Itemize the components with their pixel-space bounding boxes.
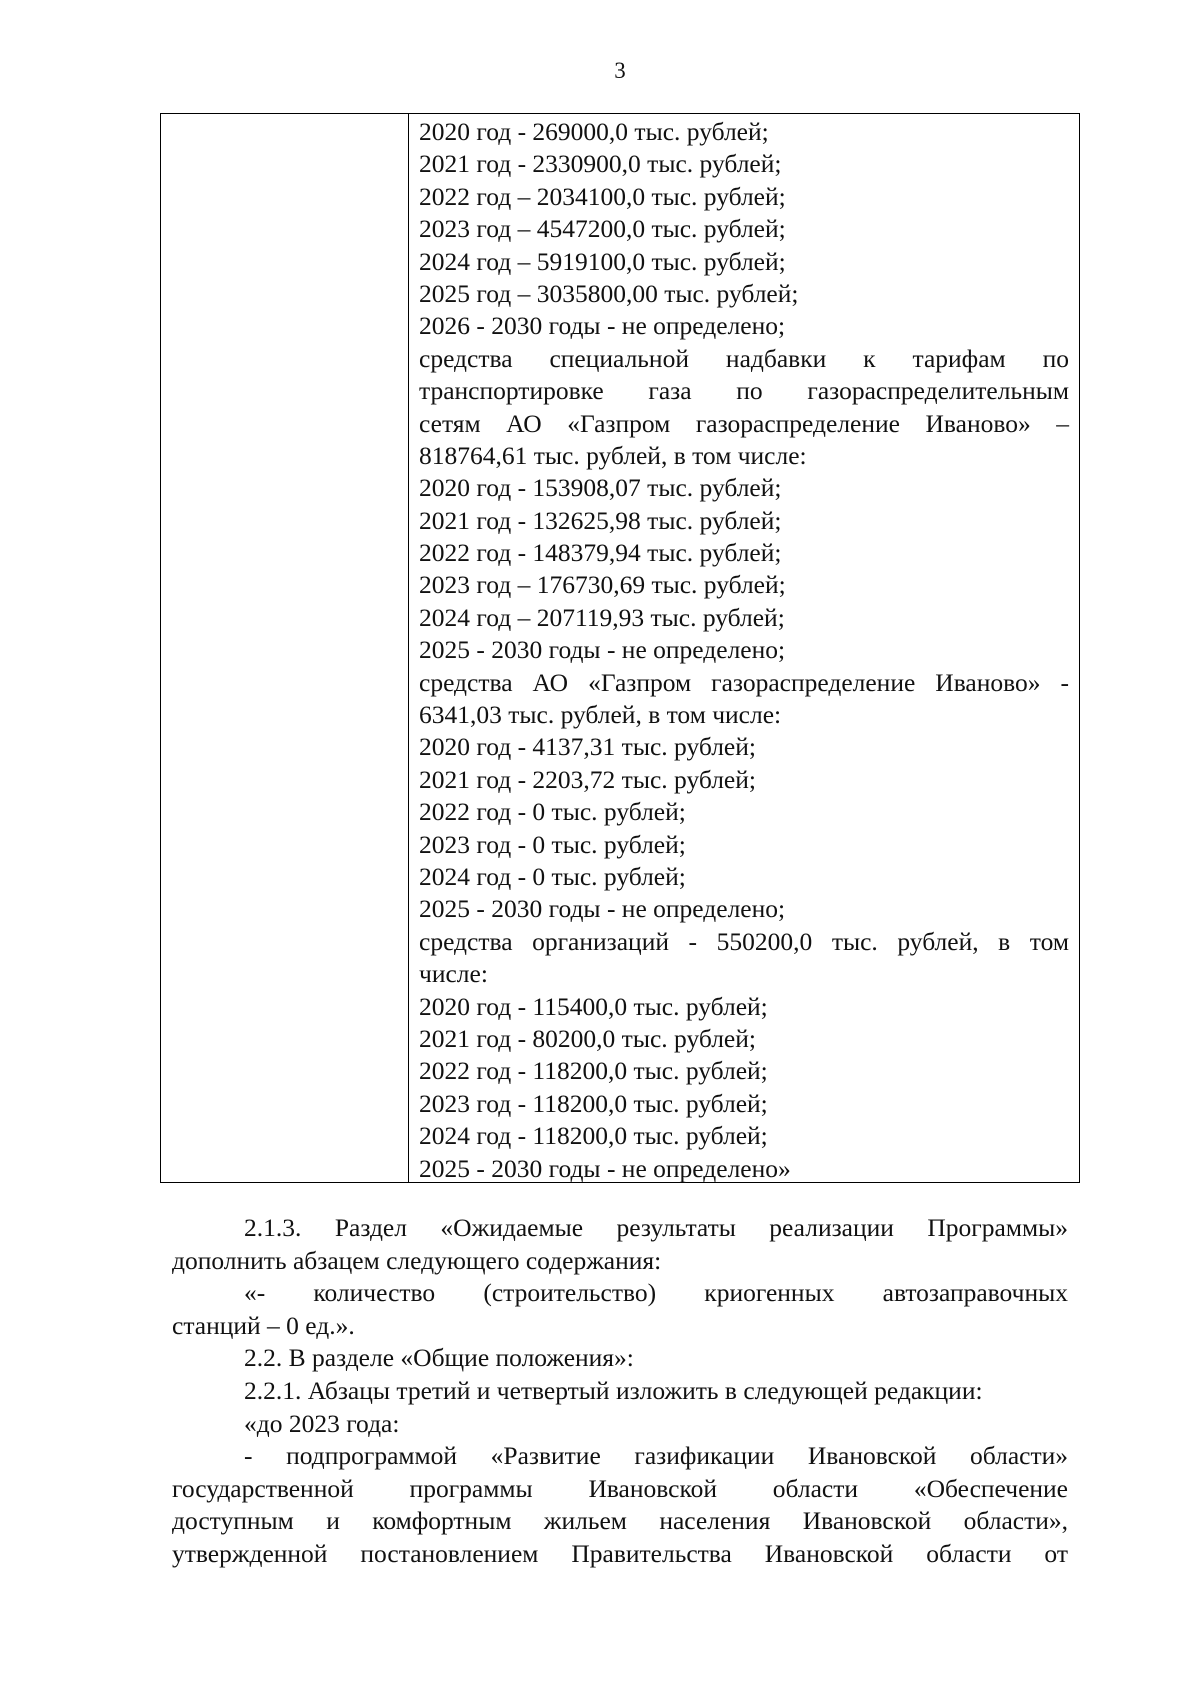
table-line: 2022 год - 0 тыс. рублей;: [419, 797, 686, 827]
table-line: 2023 год – 176730,69 тыс. рублей;: [419, 570, 786, 600]
table-line: 2022 год - 148379,94 тыс. рублей;: [419, 538, 782, 568]
table-line: 2020 год - 269000,0 тыс. рублей;: [419, 117, 769, 146]
table-line: средства организаций - 550200,0 тыс. рублей, в том: [419, 926, 1069, 956]
table-line: 2021 год - 2203,72 тыс. рублей;: [419, 764, 756, 794]
table-line: 2023 год - 118200,0 тыс. рублей;: [419, 1088, 768, 1118]
table-line: транспортировке газа по газораспределительным: [419, 376, 1069, 406]
table-line: 2021 год - 2330900,0 тыс. рублей;: [419, 149, 782, 179]
table-line: 2026 - 2030 годы - не определено;: [419, 311, 786, 341]
table-line: 2023 год – 4547200,0 тыс. рублей;: [419, 214, 786, 244]
paragraph-line: дополнить абзацем следующего содержания:: [172, 1245, 662, 1275]
page-number: 3: [614, 58, 626, 83]
table-right-cell: [409, 114, 1079, 1182]
paragraph-line: доступным и комфортным жильем населения Ивановской области»,: [172, 1506, 1068, 1536]
table-line: 2023 год - 0 тыс. рублей;: [419, 829, 686, 859]
paragraph-line: утвержденной постановлением Правительства Ивановской области от: [172, 1538, 1068, 1568]
table-line: 2021 год - 80200,0 тыс. рублей;: [419, 1023, 756, 1053]
table-line: 2024 год - 0 тыс. рублей;: [419, 861, 686, 891]
paragraph-line: 2.2. В разделе «Общие положения»:: [244, 1343, 634, 1373]
table-line: 6341,03 тыс. рублей, в том числе:: [419, 700, 782, 730]
paragraph-line: «до 2023 года:: [244, 1408, 400, 1438]
paragraph-line: станций – 0 ед.».: [172, 1310, 355, 1340]
table-line: числе:: [419, 959, 488, 989]
table-line: 2021 год - 132625,98 тыс. рублей;: [419, 505, 782, 535]
funding-table: [160, 113, 1080, 1183]
table-line: 2024 год – 5919100,0 тыс. рублей;: [419, 246, 786, 276]
paragraph-line: 2.2.1. Абзацы третий и четвертый изложить в следующей редакции:: [244, 1375, 983, 1405]
table-line: 2022 год – 2034100,0 тыс. рублей;: [419, 181, 786, 211]
table-line: 818764,61 тыс. рублей, в том числе:: [419, 440, 807, 470]
table-line: 2020 год - 115400,0 тыс. рублей;: [419, 991, 768, 1021]
paragraph-line: государственной программы Ивановской области «Обеспечение: [172, 1473, 1068, 1503]
table-line: 2025 - 2030 годы - не определено;: [419, 635, 786, 665]
paragraph-line: «- количество (строительство) криогенных автозаправочных: [244, 1278, 1068, 1308]
table-line: 2024 год – 207119,93 тыс. рублей;: [419, 602, 785, 632]
table-line: 2025 - 2030 годы - не определено;: [419, 894, 786, 924]
table-left-cell: [161, 114, 409, 1182]
table-line: сетям АО «Газпром газораспределение Иваново» –: [419, 408, 1069, 438]
table-line: 2020 год - 4137,31 тыс. рублей;: [419, 732, 756, 762]
paragraph-line: 2.1.3. Раздел «Ожидаемые результаты реализации Программы»: [244, 1213, 1068, 1242]
table-line: средства АО «Газпром газораспределение Иваново» -: [419, 667, 1069, 697]
table-line: средства специальной надбавки к тарифам по: [419, 343, 1069, 373]
table-line: 2020 год - 153908,07 тыс. рублей;: [419, 473, 782, 503]
body-text: [172, 1212, 1068, 1571]
table-line: 2025 год – 3035800,00 тыс. рублей;: [419, 278, 799, 308]
table-line: 2024 год - 118200,0 тыс. рублей;: [419, 1121, 768, 1151]
table-line: 2022 год - 118200,0 тыс. рублей;: [419, 1056, 768, 1086]
table-line: 2025 - 2030 годы - не определено»: [419, 1153, 791, 1183]
paragraph-line: - подпрограммой «Развитие газификации Ивановской области»: [244, 1441, 1068, 1471]
